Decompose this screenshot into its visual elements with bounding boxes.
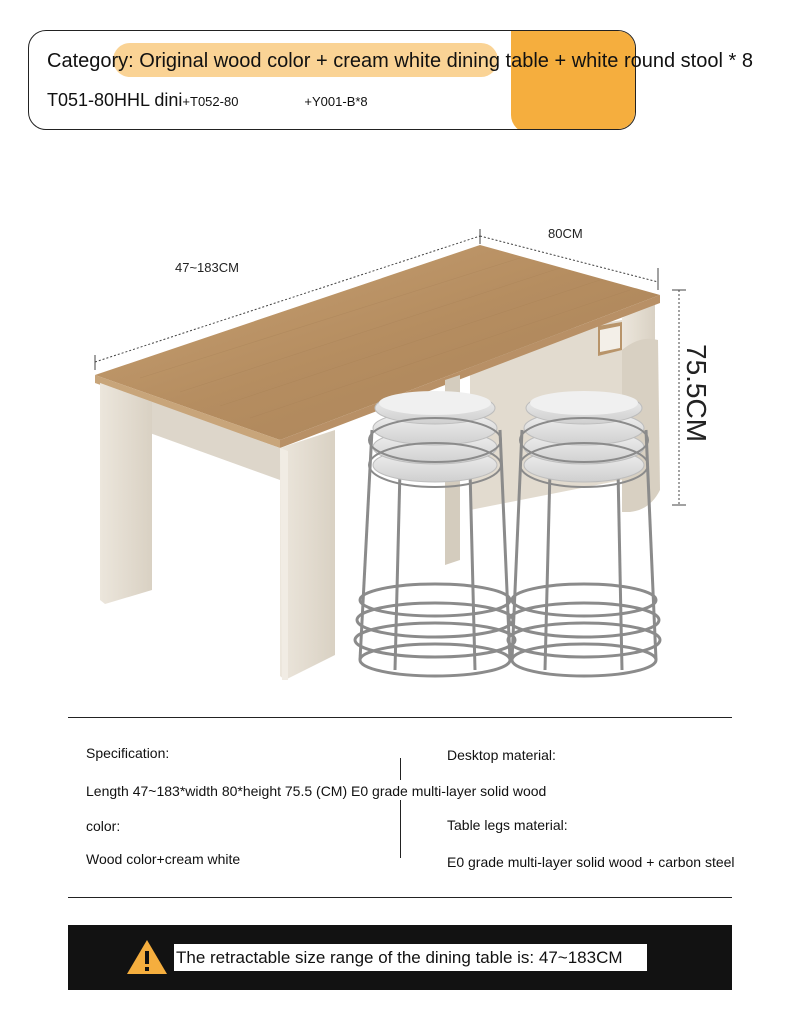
spec-label: Specification: <box>86 745 170 761</box>
category-model-code2: +Y001-B*8 <box>304 94 368 109</box>
warning-triangle-icon <box>126 938 168 976</box>
stool-left <box>355 391 515 676</box>
length-label: 47~183CM <box>172 260 242 275</box>
desktop-material-label: Desktop material: <box>447 747 556 763</box>
width-label: 80CM <box>545 226 586 241</box>
warning-text: The retractable size range of the dining table is: 47~183CM <box>174 944 647 971</box>
spec-divider-bottom <box>400 800 401 858</box>
category-model-code1: +T052-80 <box>182 94 239 109</box>
legs-material-value: E0 grade multi-layer solid wood + carbon steel <box>447 854 735 870</box>
color-label: color: <box>86 818 121 834</box>
color-value: Wood color+cream white <box>86 851 241 867</box>
height-label: 75.5CM <box>681 344 712 443</box>
category-title: Category: Original wood color + cream white dining table + white round stool * 8 <box>47 50 753 72</box>
spec-bottom-rule <box>68 897 732 898</box>
spec-divider-top <box>400 758 401 780</box>
legs-material-label: Table legs material: <box>447 817 568 833</box>
spec-value: Length 47~183*width 80*height 75.5 (CM) E0 grade multi-layer solid wood <box>86 783 547 799</box>
spec-top-rule <box>68 717 732 718</box>
stool-right <box>508 391 660 676</box>
category-model-main: T051-80HHL dini <box>47 90 183 110</box>
